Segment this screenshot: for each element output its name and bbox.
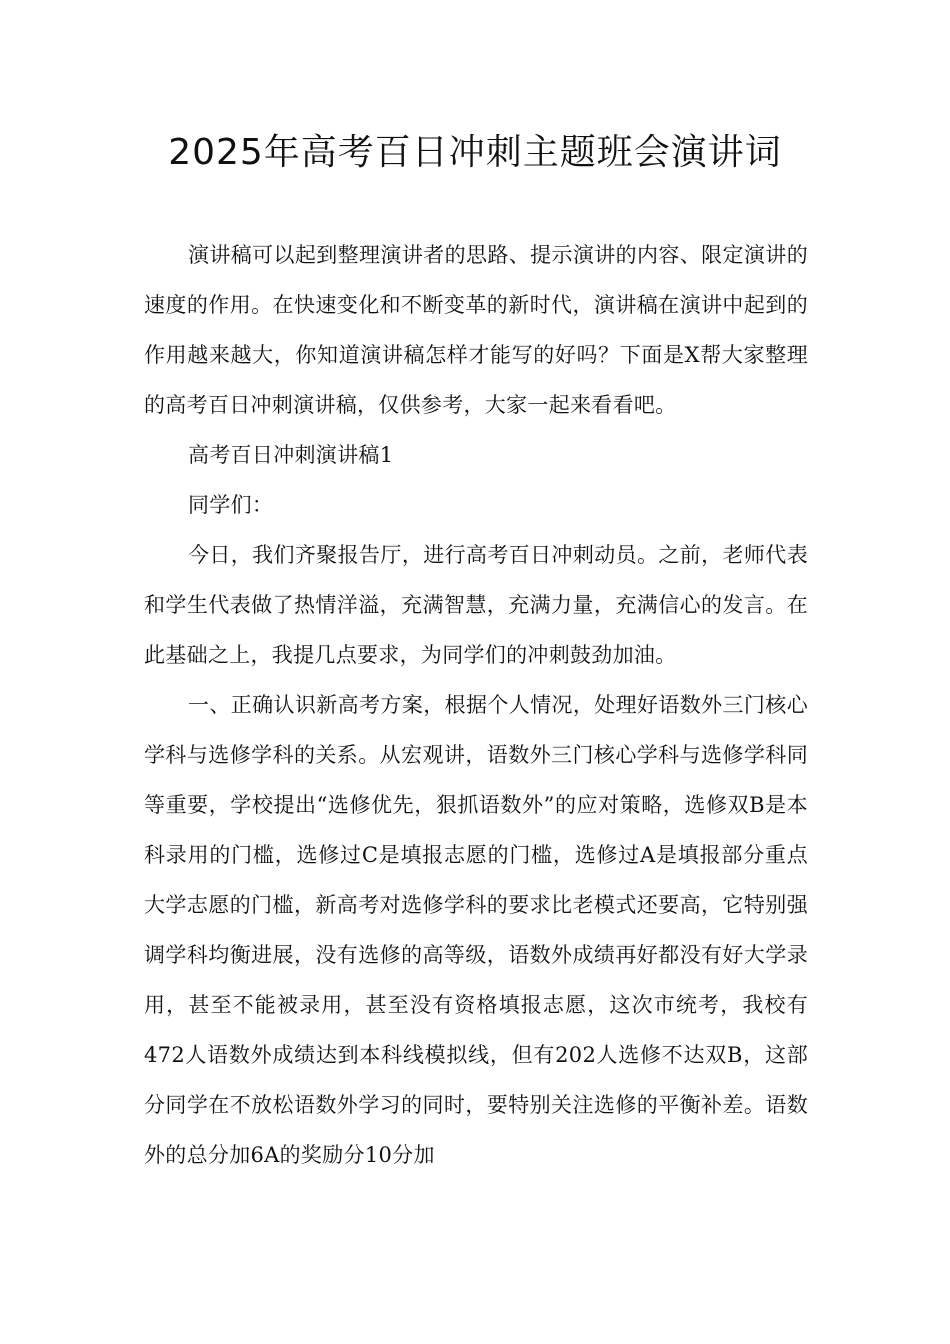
salutation: 同学们： xyxy=(188,493,274,517)
body-paragraph: 一、正确认识新高考方案，根据个人情况，处理好语数外三门核心学科与选修学科的关系。从宏观讲，语数外三门核心学科与选修学科同等重要，学校提出“选修优先，狠抓语数外”的应对策略，选修双B是本科录用的门槛，选修过C是填报志愿的门槛，选修过A是填报部分重点大学志愿的门槛，新高考对选修学科的要求比老模式还要高，它特别强调学科均衡进展，没有选修的高等级，语数外成绩再好都没有好大学录用，甚至不能被录用，甚至没有资格填报志愿，这次市统考，我校有472人语数外成绩达到本科线模拟线，但有202人选修不达双B，这部分同学在不放松语数外学习的同时，要特别关注选修的平衡补差。语数外的总分加6A的奖励分10分加 xyxy=(144,693,808,1167)
document-title: 2025年高考百日冲刺主题班会演讲词 xyxy=(168,132,782,173)
body-paragraph: 今日，我们齐聚报告厅，进行高考百日冲刺动员。之前，老师代表和学生代表做了热情洋溢，充满智慧，充满力量，充满信心的发言。在此基础之上，我提几点要求，为同学们的冲刺鼓劲加油。 xyxy=(144,543,808,667)
document-body xyxy=(144,230,808,1180)
intro-paragraph: 演讲稿可以起到整理演讲者的思路、提示演讲的内容、限定演讲的速度的作用。在快速变化和不断变革的新时代，演讲稿在演讲中起到的作用越来越大，你知道演讲稿怎样才能写的好吗？下面是X帮大家整理的高考百日冲刺演讲稿，仅供参考，大家一起来看看吧。 xyxy=(144,243,808,417)
section-heading: 高考百日冲刺演讲稿1 xyxy=(188,443,394,467)
